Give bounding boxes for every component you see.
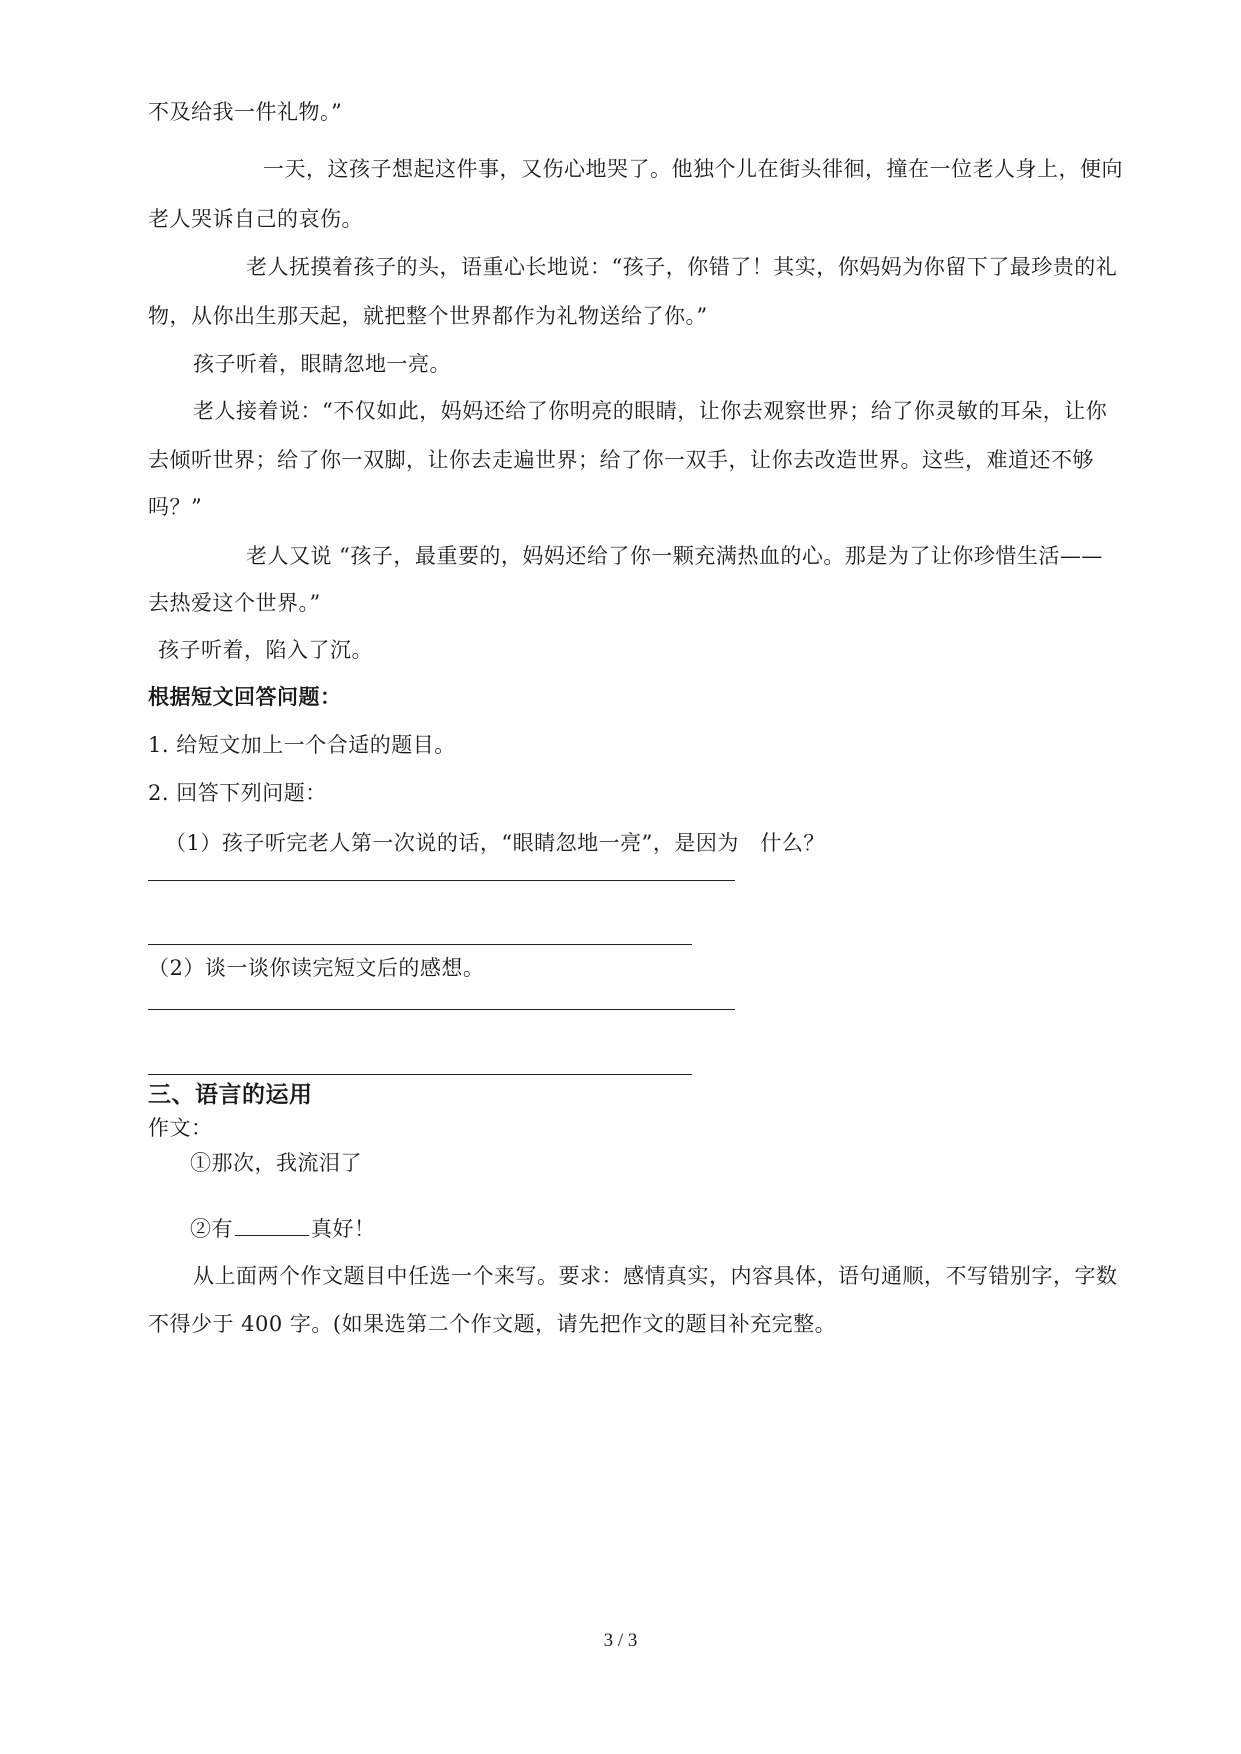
topic-1: ①那次，我流泪了 (190, 1151, 362, 1175)
story-line-2: 一天，这孩子想起这件事，又伤心地哭了。他独个儿在街头徘徊，撞在一位老人身上，便向 (263, 157, 1123, 181)
answer-line-1[interactable] (148, 880, 735, 881)
question-2-1: （1）孩子听完老人第一次说的话，“眼睛忽地一亮”，是因为 什么？ (165, 831, 825, 855)
questions-header: 根据短文回答问题： (148, 685, 342, 709)
topic-2-blank[interactable] (235, 1215, 309, 1236)
question-2-2: （2）谈一谈你读完短文后的感想。 (148, 956, 485, 980)
topic-2-prefix: ②有 (190, 1217, 233, 1241)
story-line-6: 孩子听着，眼睛忽地一亮。 (193, 352, 451, 376)
story-line-10: 老人又说 “孩子，最重要的，妈妈还给了你一颗充满热血的心。那是为了让你珍惜生活—— (246, 544, 1103, 568)
answer-line-4[interactable] (148, 1074, 692, 1075)
requirements-line-2: 不得少于 400 字。(如果选第二个作文题，请先把作文的题目补充完整。 (148, 1312, 837, 1336)
story-line-11: 去热爱这个世界。” (148, 591, 321, 615)
composition-label: 作文： (148, 1116, 213, 1140)
story-line-3: 老人哭诉自己的哀伤。 (148, 207, 363, 231)
story-line-5: 物，从你出生那天起，就把整个世界都作为礼物送给了你。” (148, 304, 708, 328)
story-line-12: 孩子听着，陷入了沉。 (158, 638, 373, 662)
story-line-7: 老人接着说：“不仅如此，妈妈还给了你明亮的眼睛，让你去观察世界；给了你灵敏的耳朵，让你 (193, 399, 1108, 423)
page-number: 3 / 3 (603, 1630, 638, 1651)
answer-line-3[interactable] (148, 1009, 735, 1010)
story-line-4: 老人抚摸着孩子的头，语重心长地说：“孩子，你错了！其实，你妈妈为你留下了最珍贵的礼 (246, 255, 1118, 279)
question-1: 1. 给短文加上一个合适的题目。 (148, 733, 456, 757)
story-line-1: 不及给我一件礼物。” (148, 100, 343, 124)
story-line-8: 去倾听世界；给了你一双脚，让你去走遍世界；给了你一双手，让你去改造世界。这些，难道还不够 (148, 448, 1094, 472)
requirements-line-1: 从上面两个作文题目中任选一个来写。要求：感情真实，内容具体，语句通顺，不写错别字，字数 (193, 1264, 1118, 1288)
section-3-title: 三、语言的运用 (148, 1082, 313, 1108)
topic-2 (190, 1215, 376, 1243)
story-line-9: 吗？” (148, 495, 203, 519)
question-2: 2. 回答下列问题： (148, 781, 327, 805)
answer-line-2[interactable] (148, 944, 692, 945)
topic-2-suffix: 真好！ (311, 1217, 376, 1241)
